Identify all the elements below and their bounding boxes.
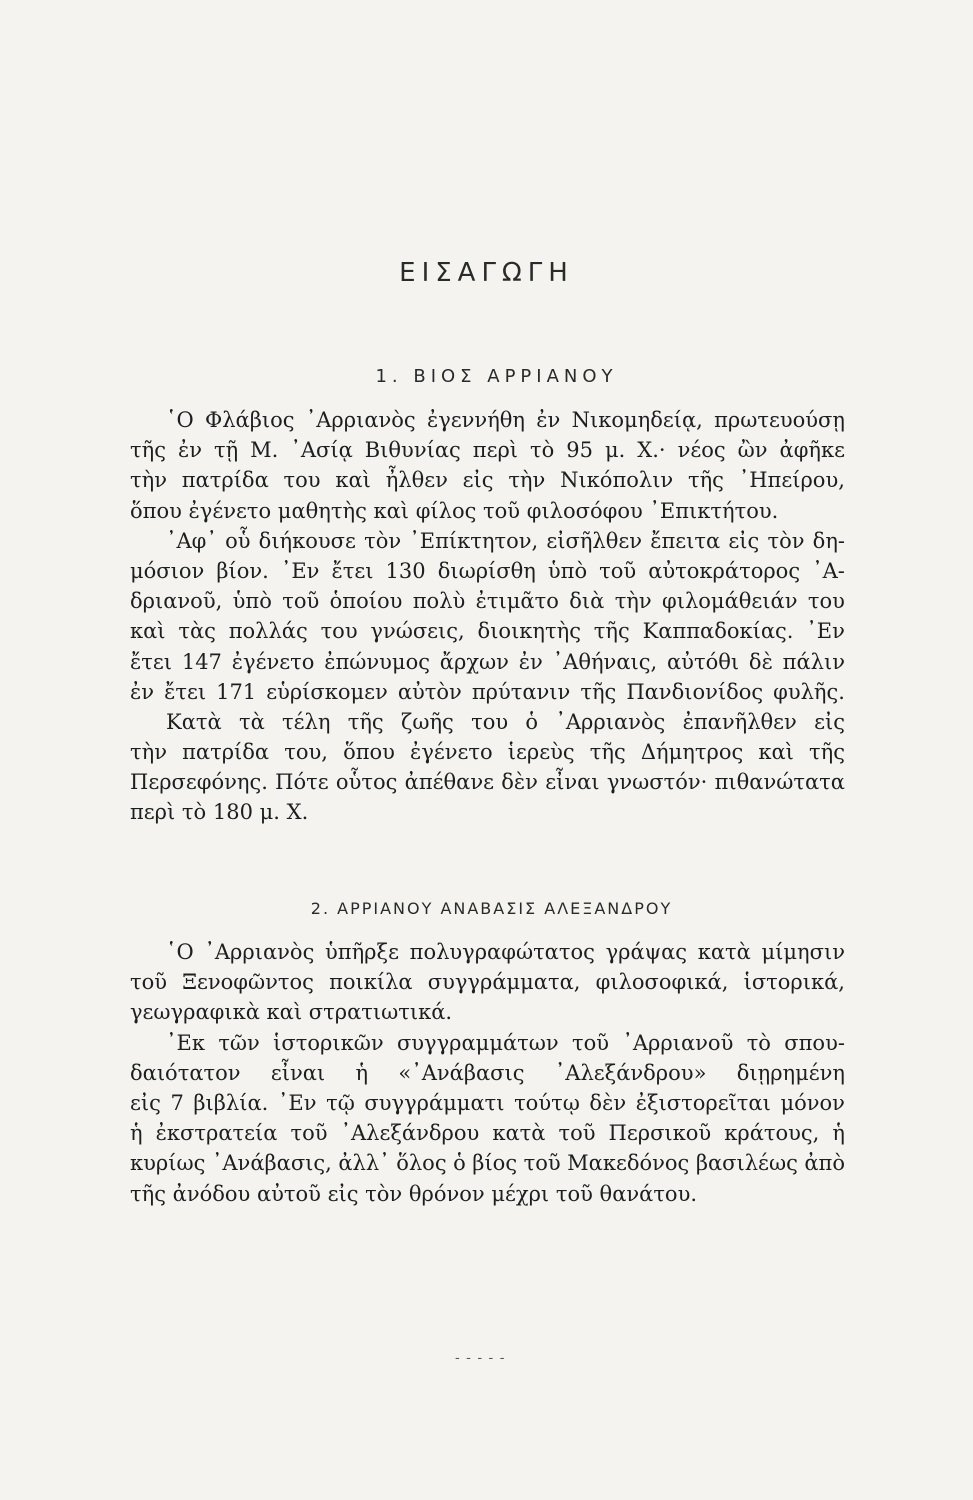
text-line: ᾿Αφ᾿ οὗ διήκουσε τὸν ᾿Επίκτητον, εἰσῆλθεν ἔπειτα εἰς τὸν δη-: [166, 528, 845, 553]
text-line: ῾Ο ᾿Αρριανὸς ὑπῆρξε πολυγραφώτατος γράψας κατὰ μίμησιν: [166, 940, 845, 964]
text-line: Κατὰ τὰ τέλη τῆς ζωῆς του ὁ ᾿Αρριανὸς ἐπανῆλθεν εἰς: [166, 709, 845, 734]
text-line: κυρίως ᾿Ανάβασις, ἀλλ᾿ ὅλος ὁ βίος τοῦ Μακεδόνος βασιλέως ἀπὸ: [130, 1151, 845, 1176]
text-line: δαιότατον εἶναι ἡ «᾿Ανάβασις ᾿Αλεξάνδρου» διῃρημένη: [130, 1060, 845, 1085]
text-line: ἐν ἔτει 171 εὑρίσκομεν αὐτὸν πρύτανιν τῆς Πανδιονίδος φυλῆς.: [130, 679, 845, 704]
text-line: ὅπου ἐγένετο μαθητὴς καὶ φίλος τοῦ φιλοσόφου ᾿Επικτήτου.: [130, 498, 779, 523]
section-2-paragraph: [130, 937, 845, 1209]
text-line: τοῦ Ξενοφῶντος ποικίλα συγγράμματα, φιλοσοφικά, ἱστορικά,: [130, 970, 845, 995]
text-line: τῆς ἀνόδου αὐτοῦ εἰς τὸν θρόνον μέχρι τοῦ θανάτου.: [130, 1181, 698, 1206]
text-line: τὴν πατρίδα του, ὅπου ἐγένετο ἱερεὺς τῆς Δήμητρος καὶ τῆς: [130, 740, 845, 765]
text-line: Περσεφόνης. Πότε οὗτος ἀπέθανε δὲν εἶναι γνωστόν· πιθανώτατα: [130, 770, 845, 795]
text-line: εἰς 7 βιβλία. ᾿Εν τῷ συγγράμματι τούτῳ δὲν ἐξιστορεῖται μόνον: [130, 1090, 845, 1115]
text-line: τῆς ἐν τῇ Μ. ᾿Ασίᾳ Βιθυνίας περὶ τὸ 95 μ. Χ.· νέος ὢν ἀφῆκε: [130, 438, 845, 463]
text-line: ἔτει 147 ἐγένετο ἐπώνυμος ἄρχων ἐν ᾿Αθήναις, αὐτόθι δὲ πάλιν: [130, 649, 845, 674]
text-line: ῾Ο Φλάβιος ᾿Αρριανὸς ἐγεννήθη ἐν Νικομηδείᾳ, πρωτευούσῃ: [166, 408, 845, 432]
text-line: τὴν πατρίδα του καὶ ἦλθεν εἰς τὴν Νικόπολιν τῆς ᾿Ηπείρου,: [130, 468, 845, 493]
section-1-paragraph: [130, 405, 845, 828]
section-2-heading: 2. ΑΡΡΙΑΝΟΥ ΑΝΑΒΑΣΙΣ ΑΛΕΞΑΝΔΡΟΥ: [310, 899, 673, 918]
text-line: ἡ ἐκστρατεία τοῦ ᾿Αλεξάνδρου κατὰ τοῦ Περσικοῦ κράτους, ἡ: [130, 1121, 845, 1146]
text-line: δριανοῦ, ὑπὸ τοῦ ὁποίου πολὺ ἐτιμᾶτο διὰ τὴν φιλομάθειάν του: [130, 589, 845, 614]
text-line: γεωγραφικὰ καὶ στρατιωτικά.: [130, 1000, 453, 1025]
text-line: περὶ τὸ 180 μ. Χ.: [130, 800, 309, 825]
text-line: καὶ τὰς πολλάς του γνώσεις, διοικητὴς τῆς Καππαδοκίας. ᾿Εν: [130, 619, 845, 644]
page-end-mark: - - - - -: [455, 1350, 506, 1366]
text-line: μόσιον βίον. ᾿Εν ἔτει 130 διωρίσθη ὑπὸ τοῦ αὐτοκράτορος ᾿Α-: [130, 558, 845, 583]
text-line: ᾿Εκ τῶν ἱστορικῶν συγγραμμάτων τοῦ ᾿Αρριανοῦ τὸ σπου-: [166, 1030, 845, 1055]
page-title: ΕΙΣΑΓΩΓΗ: [399, 258, 574, 288]
section-1-heading: 1. ΒΙΟΣ ΑΡΡΙΑΝΟΥ: [375, 366, 618, 387]
